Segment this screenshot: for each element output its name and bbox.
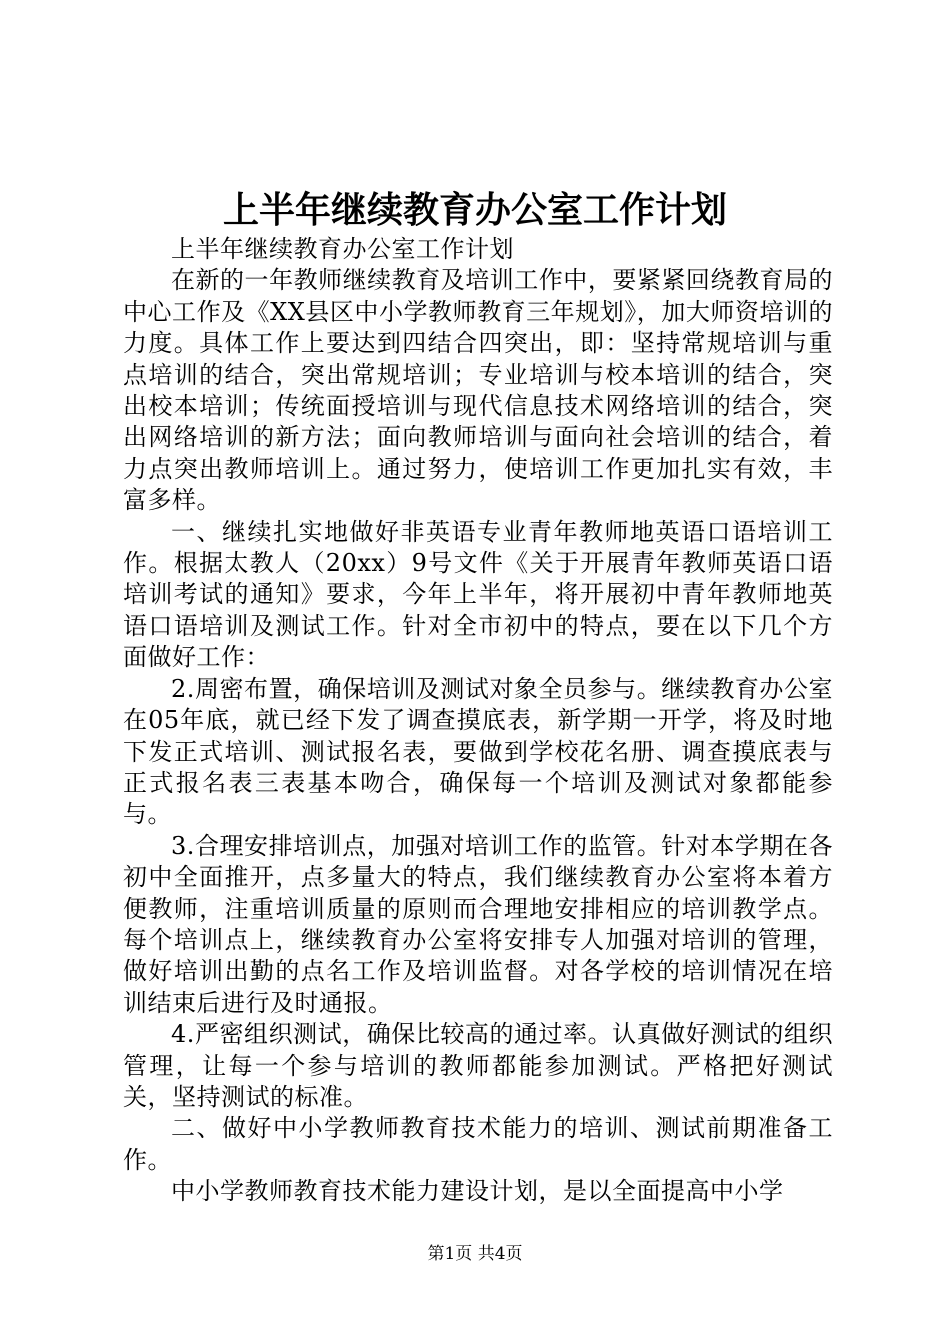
paragraph-section-1: 一、继续扎实地做好非英语专业青年教师地英语口语培训工作。根据太教人（20xx）9号文件《关于开展青年教师英语口语培训考试的通知》要求，今年上半年，将开展初中青年教师地英语口语培训及测试工作。针对全市初中的特点，要在以下几个方面做好工作：	[123, 517, 833, 672]
document-title: 上半年继续教育办公室工作计划	[222, 189, 727, 231]
paragraph-continuation: 中小学教师教育技术能力建设计划，是以全面提高中小学	[171, 1177, 784, 1206]
paragraph-section-2: 二、做好中小学教师教育技术能力的培训、测试前期准备工作。	[123, 1114, 833, 1174]
paragraph-item-2: 2.周密布置，确保培训及测试对象全员参与。继续教育办公室在05年底，就已经下发了调查摸底表，新学期一开学，将及时地下发正式培训、测试报名表，要做到学校花名册、调查摸底表与正式报名表三表基本吻合，确保每一个培训及测试对象都能参与。	[123, 674, 833, 829]
paragraph-intro: 在新的一年教师继续教育及培训工作中，要紧紧回绕教育局的中心工作及《XX县区中小学教师教育三年规划》，加大师资培训的力度。具体工作上要达到四结合四突出，即：坚持常规培训与重点培训的结合，突出常规培训；专业培训与校本培训的结合，突出校本培训；传统面授培训与现代信息技术网络培训的结合，突出网络培训的新方法；面向教师培训与面向社会培训的结合，着力点突出教师培训上。通过努力，使培训工作更加扎实有效，丰富多样。	[123, 266, 833, 515]
paragraph-item-4: 4.严密组织测试，确保比较高的通过率。认真做好测试的组织管理，让每一个参与培训的教师都能参加测试。严格把好测试关，坚持测试的标准。	[123, 1020, 833, 1111]
paragraph-subtitle: 上半年继续教育办公室工作计划	[171, 235, 514, 263]
paragraph-item-3: 3.合理安排培训点，加强对培训工作的监管。针对本学期在各初中全面推开，点多量大的特点，我们继续教育办公室将本着方便教师，注重培训质量的原则而合理地安排相应的培训教学点。每个培训点上，继续教育办公室将安排专人加强对培训的管理，做好培训出勤的点名工作及培训监督。对各学校的培训情况在培训结束后进行及时通报。	[123, 831, 833, 1017]
page-number-footer: 第1页 共4页	[427, 1244, 523, 1264]
document-body	[123, 234, 833, 1208]
